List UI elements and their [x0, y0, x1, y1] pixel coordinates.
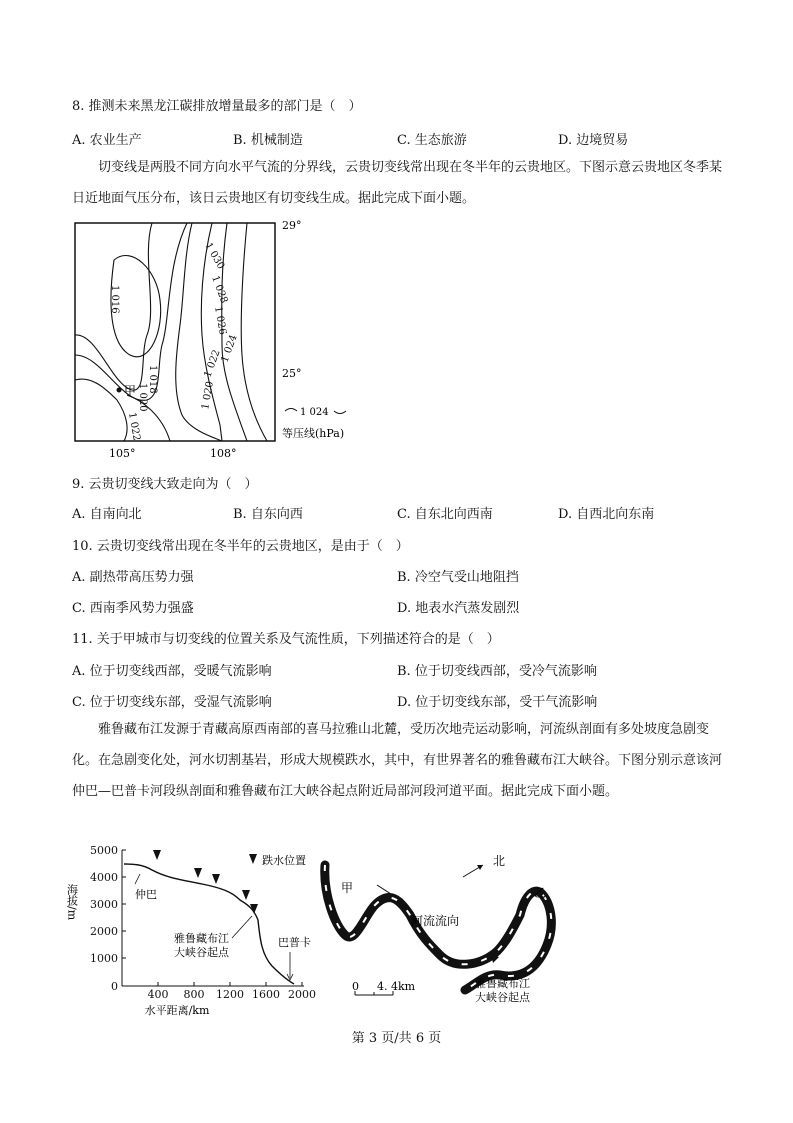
label-canyon-line1: 雅鲁藏布江	[475, 977, 530, 990]
q10-stem: 10. 云贵切变线常出现在冬半年的云贵地区，是由于（ ）	[72, 539, 409, 554]
intro-paragraph-shear-line: 切变线是两股不同方向水平气流的分界线，云贵切变线常出现在冬半年的云贵地区。下图示意云贵地区冬季某日近地面气压分布，该日云贵地区有切变线生成。据此完成下面小题。	[72, 160, 723, 206]
label-zhongba: 仲巴	[135, 888, 157, 901]
isobar-lines	[75, 223, 267, 441]
legend-waterfall-marker	[249, 854, 257, 864]
isobar-label: 1 022	[126, 411, 142, 442]
y-tick-labels	[90, 844, 118, 993]
q9-option-c[interactable]: C. 自东北向西南	[397, 507, 493, 522]
q11-option-a[interactable]: A. 位于切变线西部，受暖气流影响	[72, 664, 272, 679]
isobar-label: 1 026	[212, 305, 228, 336]
scale-label-zero: 0	[352, 980, 359, 993]
x-tick-label: 1200	[216, 988, 244, 1001]
city-jia-label: 甲	[124, 384, 137, 398]
intro-paragraph-yarlung: 雅鲁藏布江发源于青藏高原西南部的喜马拉雅山北麓，受历次地壳运动影响，河流纵剖面有多处坡度急剧变化。在急剧变化处，河水切割基岩，形成大规模跌水，其中，有世界著名的雅鲁藏布江大峡谷。下图分别示意该河仲巴—巴普卡河段纵剖面和雅鲁藏布江大峡谷起点附近局部河段河道平面。据此完成下面小题。	[72, 722, 723, 799]
isobar-map-figure	[72, 215, 362, 465]
legend-isobar-value: 1 024	[300, 407, 329, 418]
q11-stem: 11. 关于甲城市与切变线的位置关系及气流性质，下列描述符合的是（ ）	[72, 632, 500, 647]
y-tick-label: 5000	[90, 844, 118, 857]
isobar-label: 1 024	[219, 333, 240, 365]
label-canyon-line2: 大峡谷起点	[475, 991, 530, 1004]
label-yi: 乙	[534, 886, 547, 900]
river-profile-chart	[65, 840, 332, 1020]
legend-isobar-text: 等压线(hPa)	[282, 427, 345, 440]
q8-option-c[interactable]: C. 生态旅游	[397, 133, 467, 148]
isobar-value-labels	[109, 241, 240, 442]
x-tick-label: 400	[147, 988, 169, 1001]
legend-waterfall-text: 跌水位置	[262, 854, 306, 867]
river-profile-line	[124, 864, 294, 984]
q10-option-d[interactable]: D. 地表水汽蒸发剧烈	[397, 601, 520, 616]
isobar-label: 1 016	[109, 285, 120, 314]
lat-label-29: 29°	[282, 219, 302, 232]
q11-option-b[interactable]: B. 位于切变线西部，受冷气流影响	[397, 664, 597, 679]
q10-option-b[interactable]: B. 冷空气受山地阻挡	[397, 570, 519, 585]
waterfall-marker	[212, 874, 220, 884]
page-footer: 第 3 页/共 6 页	[351, 1031, 442, 1046]
x-tick-label: 2000	[288, 988, 316, 1001]
x-tick-labels	[148, 988, 317, 1001]
label-canyon-line2: 大峡谷起点	[174, 946, 229, 959]
q10-option-a[interactable]: A. 副热带高压势力强	[72, 570, 194, 585]
lon-label-105: 105°	[109, 447, 136, 460]
isobar-label: 1 020	[200, 380, 216, 411]
x-tick-label: 800	[183, 988, 205, 1001]
q11-option-d[interactable]: D. 位于切变线东部，受干气流影响	[397, 695, 598, 710]
y-axis-label: 海拔/m	[65, 884, 79, 921]
y-tick-label: 1000	[90, 952, 118, 965]
x-tick-label: 1600	[252, 988, 280, 1001]
isobar-label: 1 020	[137, 383, 148, 412]
isobar-label: 1 018	[147, 365, 158, 394]
q9-option-a[interactable]: A. 自南向北	[72, 507, 142, 522]
label-north: 北	[493, 854, 506, 868]
isobar-label: 1 028	[209, 274, 230, 305]
y-tick-label: 3000	[90, 898, 118, 911]
q9-option-b[interactable]: B. 自东向西	[233, 507, 303, 522]
city-jia-marker	[117, 388, 122, 393]
y-tick-label: 4000	[90, 871, 118, 884]
x-axis-label: 水平距离/km	[144, 1004, 210, 1017]
waterfall-marker	[153, 850, 161, 860]
q9-stem: 9. 云贵切变线大致走向为（ ）	[72, 477, 258, 492]
q8-option-a[interactable]: A. 农业生产	[72, 133, 142, 148]
q8-option-b[interactable]: B. 机械制造	[233, 133, 303, 148]
lat-label-25: 25°	[282, 367, 302, 380]
label-jia: 甲	[341, 881, 354, 895]
y-tick-label: 0	[111, 980, 118, 993]
label-bapuka: 巴普卡	[278, 936, 311, 949]
scale-label-distance: 4. 4km	[377, 980, 416, 993]
map-frame	[75, 223, 275, 441]
waterfall-markers	[153, 850, 258, 914]
q9-option-d[interactable]: D. 自西北向东南	[558, 507, 655, 522]
y-tick-label: 2000	[90, 925, 118, 938]
q8-stem: 8. 推测未来黑龙江碳排放增量最多的部门是（ ）	[72, 99, 362, 114]
label-flow: 河流流向	[411, 914, 460, 928]
q10-option-c[interactable]: C. 西南季风势力强盛	[72, 601, 194, 616]
legend-isobar-symbol-right	[334, 411, 346, 414]
tick-marks	[122, 850, 302, 986]
label-canyon-line1: 雅鲁藏布江	[174, 932, 229, 945]
lon-label-108: 108°	[210, 447, 237, 460]
waterfall-marker	[242, 890, 250, 900]
q8-option-d[interactable]: D. 边境贸易	[558, 133, 629, 148]
isobar-label: 1 022	[202, 348, 223, 380]
isobar-label: 1 030	[202, 241, 227, 272]
waterfall-marker	[194, 868, 202, 878]
legend-isobar-symbol-left	[285, 409, 297, 412]
q11-option-c[interactable]: C. 位于切变线东部，受湿气流影响	[72, 695, 272, 710]
river-channel-map	[315, 845, 575, 1015]
